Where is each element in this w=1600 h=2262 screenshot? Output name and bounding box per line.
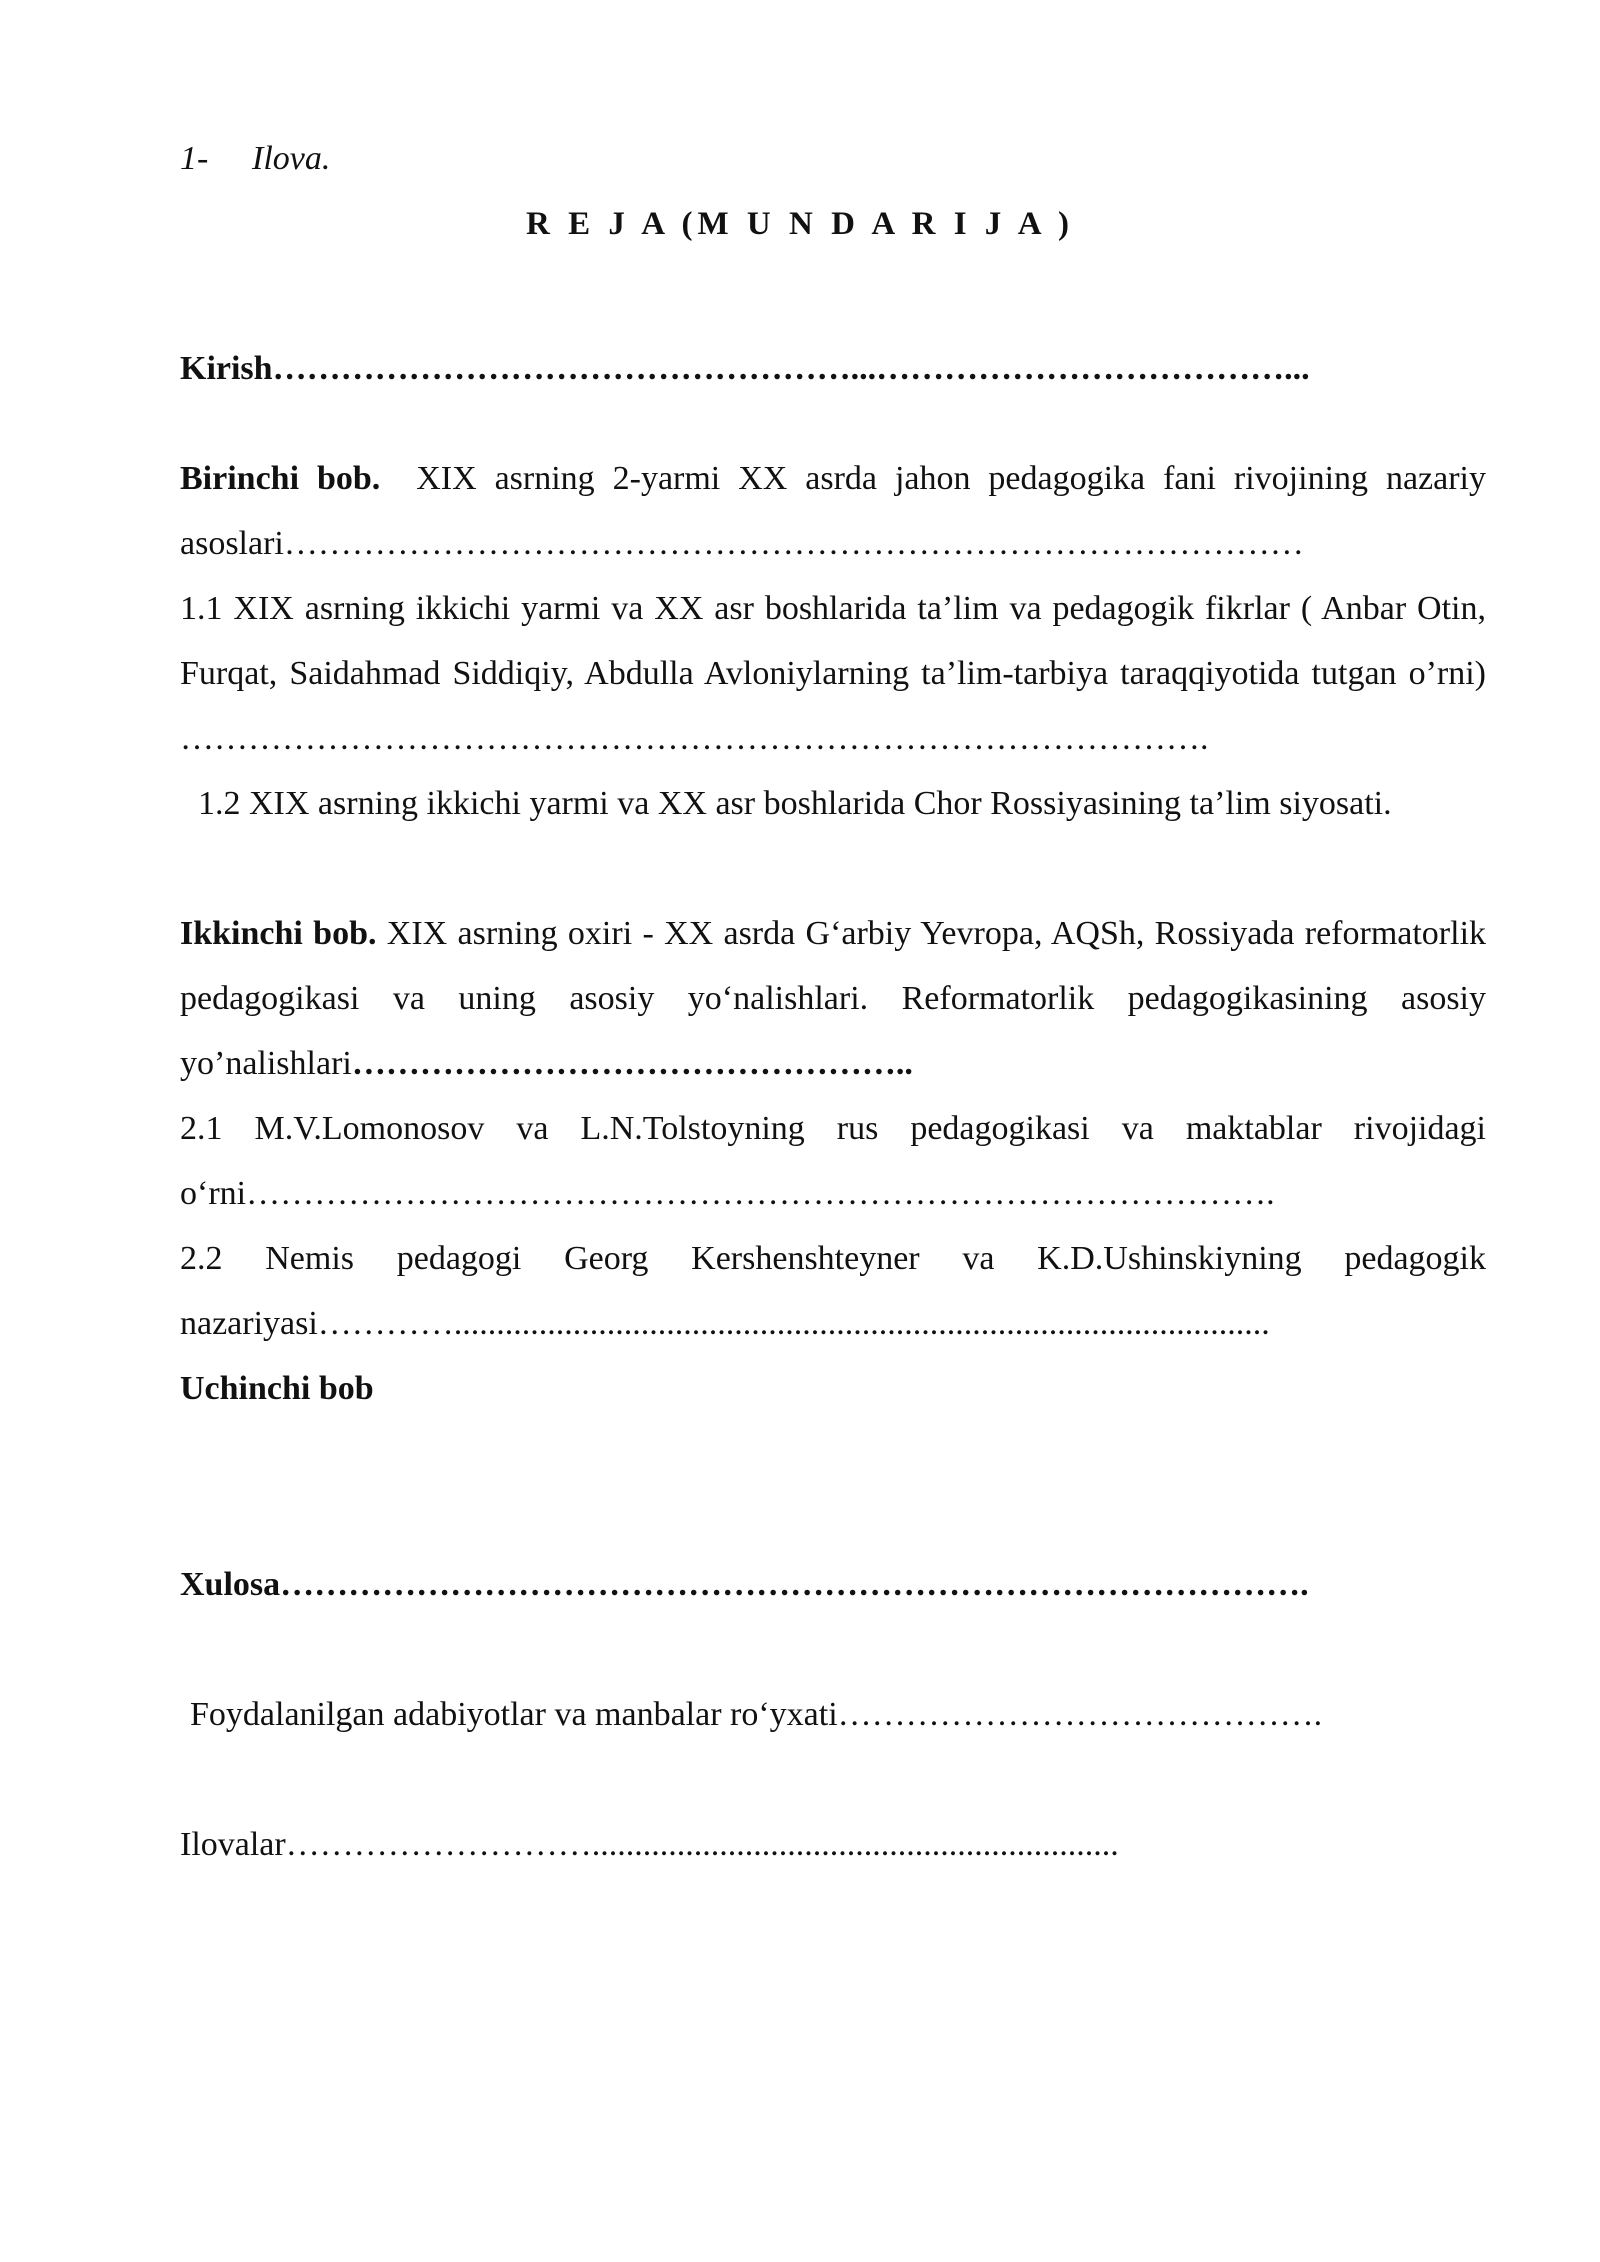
chapter3-heading: Uchinchi bob	[180, 1370, 374, 1407]
references-entry: Foydalanilgan adabiyotlar va manbalar ro‘yxati…………………………………….	[190, 1696, 1323, 1733]
annex-text: Ilova.	[252, 140, 331, 177]
intro-entry: Kirish……………………………………………...………………………………...	[180, 350, 1310, 387]
chapter2-dots: …………………………………………..	[351, 1045, 913, 1082]
annex-number: 1-	[180, 140, 209, 177]
chapter1-entry	[180, 446, 1486, 576]
annex-label	[180, 126, 1486, 191]
chapter2-entry	[180, 901, 1486, 1096]
chapter1-text: XIX asrning 2-yarmi XX asrda jahon pedagogika fani rivojining nazariy asoslari………………………………………………………………………………	[180, 460, 1487, 562]
appendices-entry: Ilovalar………………………..............................................................	[180, 1826, 1119, 1863]
chapter2-text: XIX asrning oxiri - XX asrda G‘arbiy Yevropa, AQSh, Rossiyada reformatorlik pedagogikasi va uning asosiy yo‘nalishlari. Reformatorlik pedagogikasining asosiy yo’nalishlari	[180, 915, 1487, 1082]
chapter1-section1: 1.1 XIX asrning ikkichi yarmi va XX asr boshlarida ta’lim va pedagogik fikrlar ( Anbar Otin, Furqat, Saidahmad Siddiqiy, Abdulla Avloniylarning ta’lim-tarbiya taraqqiyotida tutgan o’rni) ……………………………………………………………………………….	[180, 590, 1486, 757]
chapter2-section2: 2.2 Nemis pedagogi Georg Kershenshteyner va K.D.Ushinskiyning pedagogik nazariyasi…………................................................................................................	[180, 1240, 1486, 1342]
chapter2-heading: Ikkinchi bob.	[180, 915, 377, 952]
page-title: R E J A (M U N D A R I J A )	[526, 206, 1074, 242]
conclusion-entry: Xulosa……………………………………………………………………………….	[180, 1566, 1309, 1603]
chapter1-heading: Birinchi bob.	[180, 460, 381, 497]
chapter2-section1: 2.1 M.V.Lomonosov va L.N.Tolstoyning rus pedagogikasi va maktablar rivojidagi o‘rni……………………………………………………………………………….	[180, 1110, 1486, 1212]
chapter1-section2: 1.2 XIX asrning ikkichi yarmi va XX asr boshlarida Chor Rossiyasining ta’lim siyosati.	[198, 785, 1392, 822]
